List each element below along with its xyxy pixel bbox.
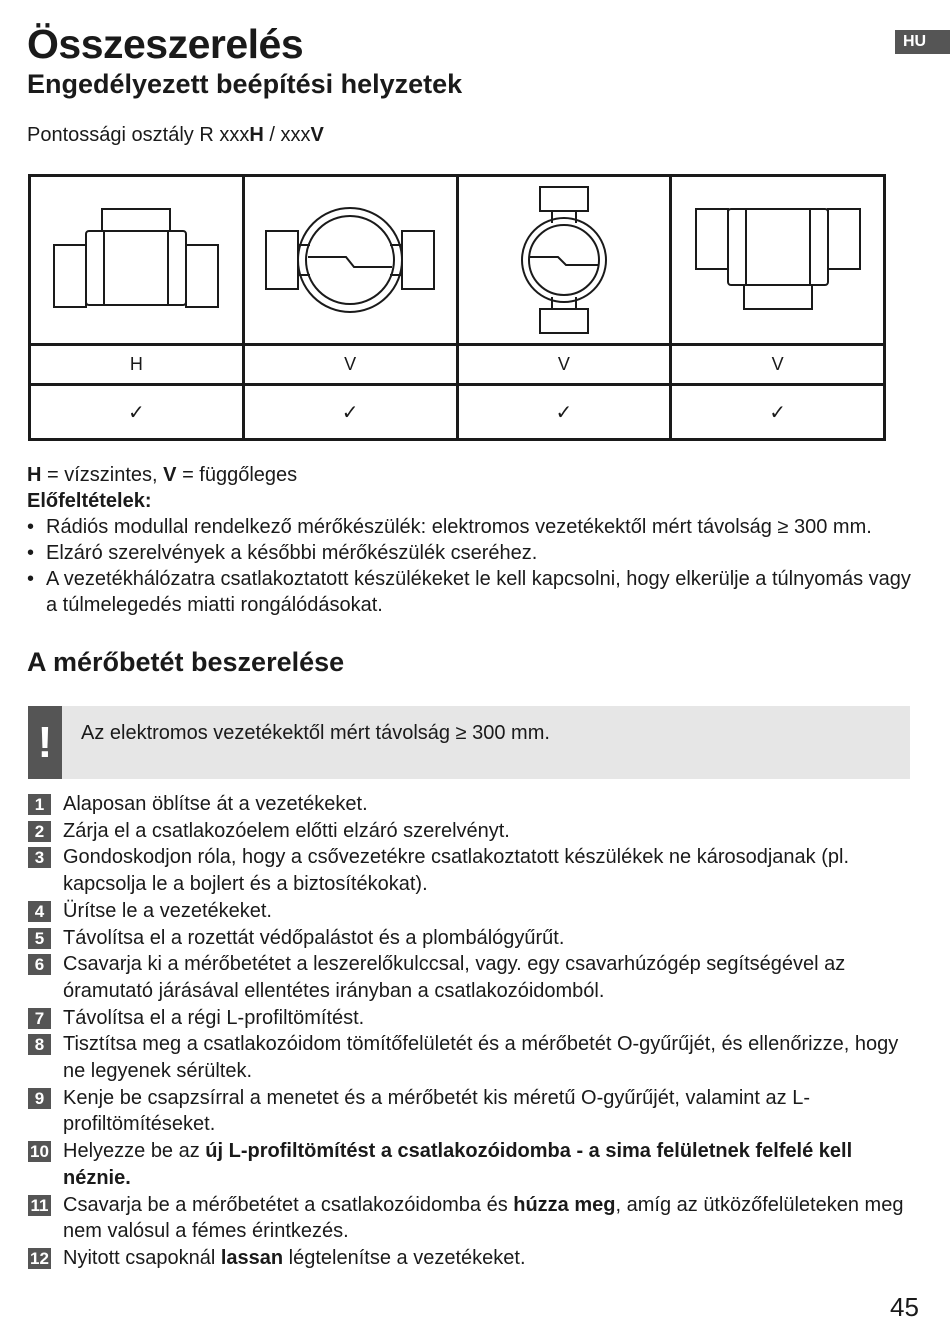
step-text-bold: húzza meg xyxy=(513,1193,616,1216)
installation-steps xyxy=(28,791,923,1272)
accuracy-h-letter: H xyxy=(249,124,264,146)
step-item xyxy=(28,1245,923,1272)
step-text: Zárja el a csatlakozóelem előtti elzáró szerelvényt. xyxy=(63,819,510,842)
position-cell-1 xyxy=(30,176,244,345)
step-text-pre: Helyezze be az xyxy=(63,1140,206,1163)
position-cell-3 xyxy=(457,176,671,345)
position-cell-4 xyxy=(671,176,885,345)
check-mark-icon: ✓ xyxy=(30,385,244,440)
legend-v-text: = függőleges xyxy=(176,464,298,486)
list-item-text: Rádiós modullal rendelkező mérőkészülék: elektromos vezetékektől mért távolság ≥ 300 mm. xyxy=(46,516,872,538)
accuracy-prefix: Pontossági osztály R xxx xyxy=(27,124,250,146)
warning-icon: ! xyxy=(28,706,62,779)
legend xyxy=(27,462,297,488)
installation-section-title: A mérőbetét beszerelése xyxy=(27,647,345,677)
accuracy-class xyxy=(27,122,324,148)
step-text-bold: lassan xyxy=(220,1246,284,1269)
step-number-badge: 5 xyxy=(28,928,51,949)
step-number-badge: 6 xyxy=(28,954,51,975)
step-item xyxy=(28,898,923,925)
list-item xyxy=(27,514,927,540)
check-mark-icon: ✓ xyxy=(671,385,885,440)
list-item-text: Elzáró szerelvények a későbbi mérőkészülék cseréhez. xyxy=(46,542,538,564)
step-number-badge: 11 xyxy=(28,1195,51,1216)
warning-box xyxy=(28,706,910,779)
accuracy-middle: / xxx xyxy=(263,124,311,146)
step-number-badge: 4 xyxy=(28,901,51,922)
step-text-pre: Nyitott csapoknál xyxy=(63,1246,221,1269)
table-row-labels xyxy=(30,345,885,385)
position-label: H xyxy=(30,345,244,385)
step-number-badge: 12 xyxy=(28,1248,51,1269)
step-item xyxy=(28,951,923,1004)
step-item xyxy=(28,844,923,897)
bullet-icon: • xyxy=(27,542,35,564)
legend-h-text: = vízszintes, xyxy=(41,464,164,486)
prerequisites-title: Előfeltételek: xyxy=(27,490,152,512)
bullet-icon: • xyxy=(27,516,35,538)
step-item xyxy=(28,791,923,818)
step-number-badge: 9 xyxy=(28,1088,51,1109)
step-number-badge: 7 xyxy=(28,1008,51,1029)
step-text: Ürítse le a vezetékeket. xyxy=(63,899,272,922)
step-item xyxy=(28,1031,923,1084)
meter-horizontal-top-view-icon xyxy=(46,195,226,325)
meter-vertical-upright-icon xyxy=(474,185,654,335)
list-item xyxy=(27,566,927,618)
step-item xyxy=(28,925,923,952)
check-mark-icon: ✓ xyxy=(243,385,457,440)
step-item xyxy=(28,1138,923,1191)
step-text: Alaposan öblítse át a vezetékeket. xyxy=(63,793,368,815)
list-item xyxy=(27,540,927,566)
step-number-badge: 3 xyxy=(28,847,51,868)
meter-vertical-dial-icon xyxy=(260,195,440,325)
legend-h-letter: H xyxy=(27,464,42,486)
step-text-post: , amíg az ütközőfelületeken meg nem valósul a fémes érintkezés. xyxy=(63,1193,904,1243)
step-item xyxy=(28,1085,923,1138)
step-text-pre: Csavarja be a mérőbetétet a csatlakozóidomba és xyxy=(63,1193,514,1216)
installation-positions-table xyxy=(28,174,886,441)
step-number-badge: 2 xyxy=(28,821,51,842)
table-row-images xyxy=(30,176,885,345)
meter-upside-down-icon xyxy=(688,195,868,325)
step-text: Távolítsa el a rozettát védőpalástot és a plombálógyűrűt. xyxy=(63,926,565,949)
step-item xyxy=(28,1005,923,1032)
page-title: Összeszerelés xyxy=(27,21,304,67)
accuracy-v-letter: V xyxy=(310,124,324,146)
step-text: Gondoskodjon róla, hogy a csővezetékre csatlakoztatott készülékek ne károsodjanak (pl. kapcsolja le a bojlert és a biztosítékokat). xyxy=(63,846,849,896)
warning-text: Az elektromos vezetékektől mért távolság ≥ 300 mm. xyxy=(81,722,550,744)
step-number-badge: 10 xyxy=(28,1141,51,1162)
section-subtitle: Engedélyezett beépítési helyzetek xyxy=(27,69,463,99)
table-row-checks xyxy=(30,385,885,440)
position-cell-2 xyxy=(243,176,457,345)
step-number-badge: 8 xyxy=(28,1034,51,1055)
bullet-icon: • xyxy=(27,568,35,590)
list-item-text: A vezetékhálózatra csatlakoztatott készülékeket le kell kapcsolni, hogy elkerülje a túlnyomás vagy a túlmelegedés miatti rongálódásokat. xyxy=(46,568,911,616)
position-label: V xyxy=(671,345,885,385)
step-number-badge: 1 xyxy=(28,794,51,815)
step-text: Távolítsa el a régi L-profiltömítést. xyxy=(63,1006,365,1029)
step-text: Kenje be csapzsírral a menetet és a mérőbetét kis méretű O-gyűrűjét, valamint az L-profiltömítéseket. xyxy=(63,1086,811,1136)
language-badge: HU xyxy=(895,30,950,54)
step-item xyxy=(28,1192,923,1245)
step-text-post: légtelenítse a vezetékeket. xyxy=(283,1246,526,1269)
page-number: 45 xyxy=(890,1292,919,1322)
position-label: V xyxy=(243,345,457,385)
step-text-bold: új L-profiltömítést a csatlakozóidomba - a sima felületnek felfelé kell néznie. xyxy=(63,1140,853,1189)
step-text: Tisztítsa meg a csatlakozóidom tömítőfelületét és a mérőbetét O-gyűrűjét, és ellenőrizze, hogy ne legyenek sérültek. xyxy=(63,1033,899,1083)
position-label: V xyxy=(457,345,671,385)
step-text: Csavarja ki a mérőbetétet a leszerelőkulccsal, vagy. egy csavarhúzógép segítségével az óramutató járásával ellentétes irányban a csatlakozóidomból. xyxy=(63,953,846,1002)
prerequisites-list xyxy=(27,514,927,618)
check-mark-icon: ✓ xyxy=(457,385,671,440)
step-item xyxy=(28,818,923,845)
legend-v-letter: V xyxy=(163,464,177,486)
